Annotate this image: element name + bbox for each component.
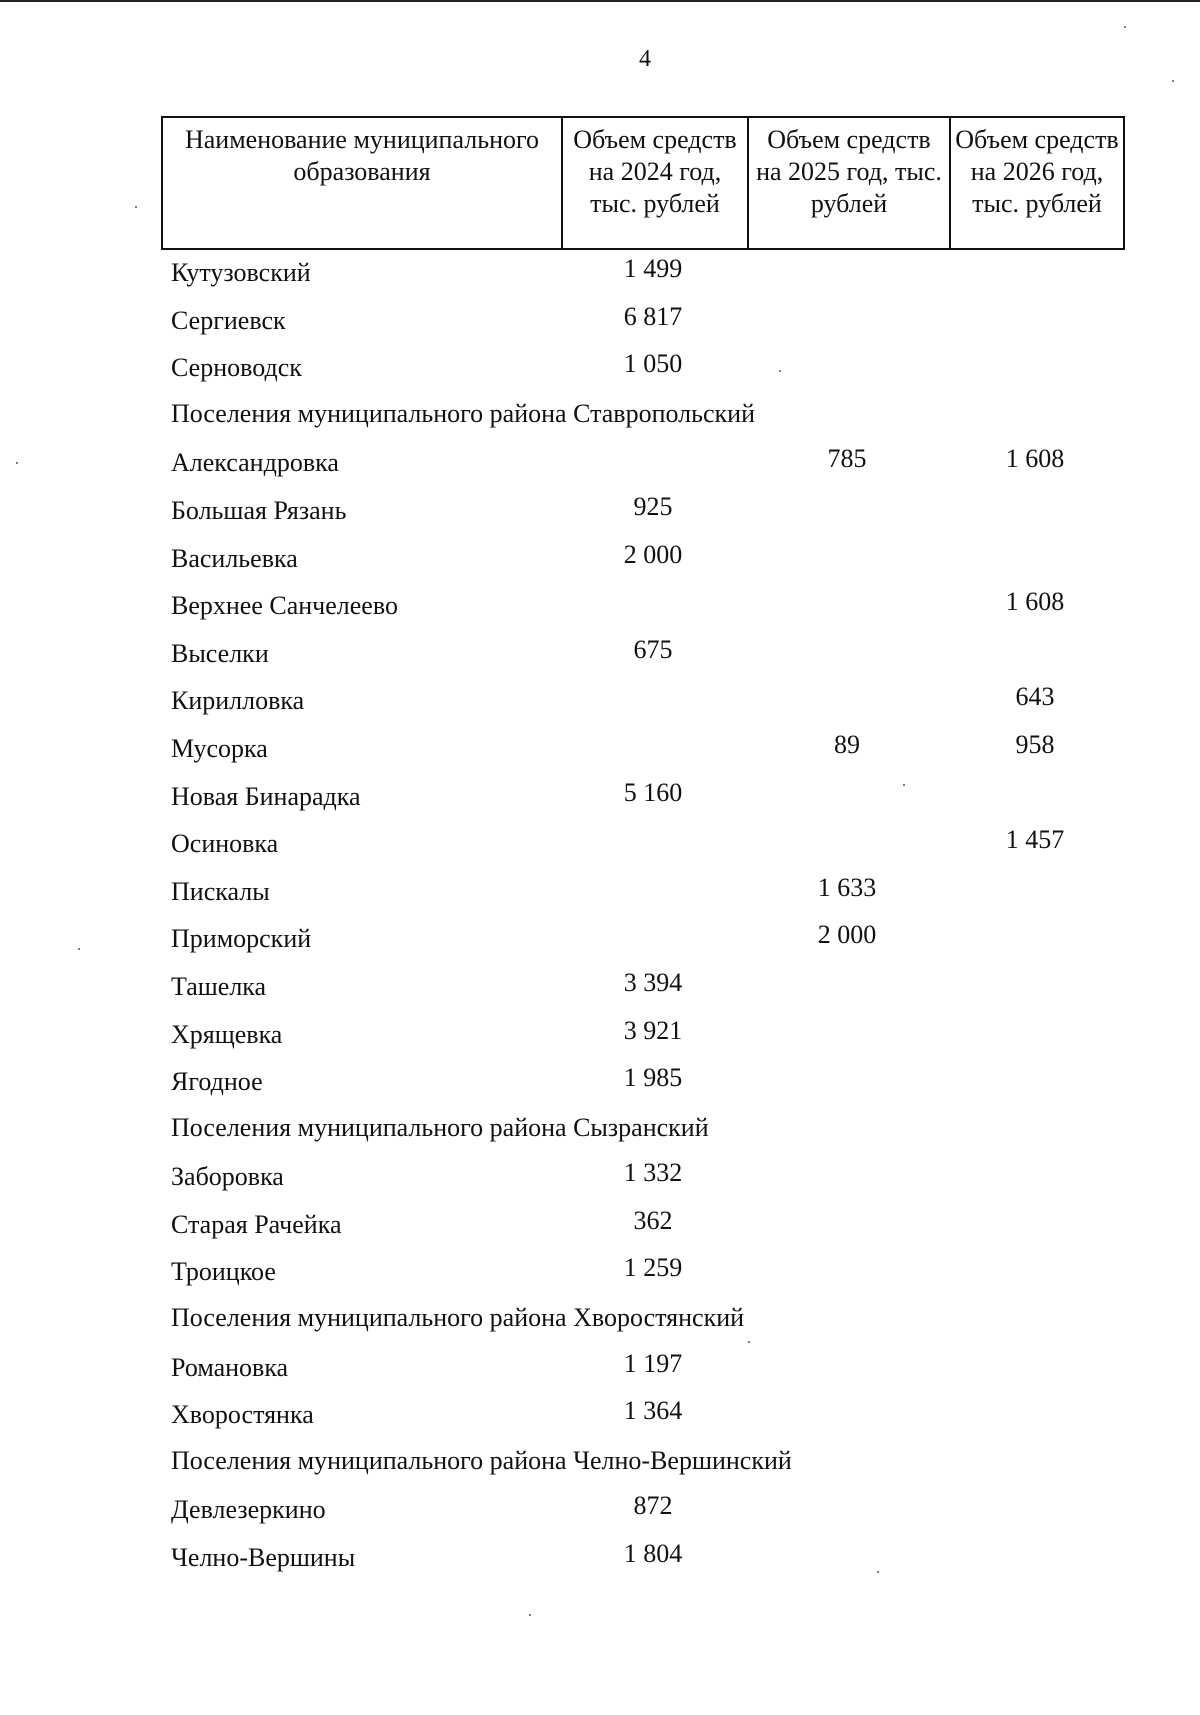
- municipality-name: Старая Рачейка: [171, 1209, 342, 1239]
- value-2024: 362: [633, 1205, 673, 1235]
- value-2026: 958: [1015, 729, 1055, 759]
- table-row: [0, 1535, 1200, 1583]
- municipality-name: Челно-Вершины: [171, 1543, 356, 1573]
- table-row: [0, 250, 1200, 298]
- top-border-line: [0, 0, 1200, 2]
- header-2024: Объем средств на 2024 год, тыс. рублей: [562, 117, 748, 249]
- scan-speck: [1172, 80, 1174, 82]
- section-title: Поселения муниципального района Сызранский: [171, 1112, 709, 1142]
- scan-speck: [903, 784, 905, 786]
- table-row: [0, 678, 1200, 726]
- value-2025: 1 633: [817, 872, 877, 902]
- municipality-name: Приморский: [171, 924, 312, 954]
- value-2024: 1 985: [623, 1063, 683, 1093]
- value-2026: 1 457: [1005, 825, 1065, 855]
- municipality-name: Хрящевка: [171, 1019, 283, 1049]
- value-2024: 5 160: [623, 777, 683, 807]
- section-title: Поселения муниципального района Хворостянский: [171, 1303, 745, 1333]
- municipality-name: Осиновка: [171, 829, 279, 859]
- table-row: [0, 1154, 1200, 1202]
- value-2024: 1 364: [623, 1396, 683, 1426]
- municipality-name: Троицкое: [171, 1257, 276, 1287]
- municipality-name: Большая Рязань: [171, 495, 347, 525]
- table-row: [0, 1059, 1200, 1107]
- section-row: [0, 1440, 1200, 1488]
- municipality-name: Сергиевск: [171, 305, 286, 335]
- table-row: [0, 536, 1200, 584]
- section-title: Поселения муниципального района Ставропольский: [171, 398, 755, 428]
- value-2024: 6 817: [623, 301, 683, 331]
- municipality-name: Заборовка: [171, 1162, 284, 1192]
- table-row: [0, 298, 1200, 346]
- table-row: [0, 345, 1200, 393]
- scan-speck: [779, 370, 781, 372]
- table-row: [0, 488, 1200, 536]
- table-row: [0, 1392, 1200, 1440]
- municipality-name: Хворостянка: [171, 1400, 314, 1430]
- municipality-name: Девлезеркино: [171, 1495, 326, 1525]
- table-row: [0, 1202, 1200, 1250]
- value-2024: 1 332: [623, 1158, 683, 1188]
- table-row: [0, 869, 1200, 917]
- table-row: [0, 440, 1200, 488]
- scan-speck: [877, 1571, 879, 1573]
- municipality-name: Александровка: [171, 448, 339, 478]
- value-2024: 1 259: [623, 1253, 683, 1283]
- municipality-name: Кутузовский: [171, 258, 311, 287]
- table-header: [161, 116, 1125, 250]
- value-2025: 2 000: [817, 920, 877, 950]
- scan-speck: [529, 1614, 531, 1616]
- table-row: [0, 774, 1200, 822]
- value-2024: 1 499: [623, 254, 683, 283]
- scan-speck: [1124, 26, 1126, 28]
- value-2024: 1 197: [623, 1348, 683, 1378]
- value-2024: 675: [633, 634, 673, 664]
- table-row: [0, 1249, 1200, 1297]
- table-row: [0, 1345, 1200, 1393]
- value-2024: 3 921: [623, 1015, 683, 1045]
- value-2026: 1 608: [1005, 444, 1065, 474]
- table-row: [0, 726, 1200, 774]
- header-2026: Объем средств на 2026 год, тыс. рублей: [950, 117, 1124, 249]
- value-2024: 1 050: [623, 349, 683, 379]
- page-number: 4: [639, 46, 651, 72]
- section-title: Поселения муниципального района Челно-Вершинский: [171, 1445, 792, 1475]
- municipality-name: Верхнее Санчелеево: [171, 591, 398, 621]
- scan-speck: [135, 206, 137, 208]
- value-2024: 1 804: [623, 1539, 683, 1569]
- table-row: [0, 821, 1200, 869]
- header-row: [162, 117, 1124, 249]
- municipality-name: Ягодное: [171, 1067, 263, 1097]
- section-row: [0, 393, 1200, 441]
- municipality-name: Серноводск: [171, 353, 302, 383]
- section-row: [0, 1297, 1200, 1345]
- scan-speck: [78, 948, 80, 950]
- table-row: [0, 583, 1200, 631]
- table-row: [0, 1487, 1200, 1535]
- municipality-name: Новая Бинарадка: [171, 781, 361, 811]
- municipality-name: Ташелка: [171, 971, 267, 1001]
- value-2024: 3 394: [623, 967, 683, 997]
- scan-speck: [16, 462, 18, 464]
- municipality-name: Васильевка: [171, 543, 298, 573]
- municipality-name: Романовка: [171, 1352, 289, 1382]
- table-body: [0, 250, 1200, 1583]
- table-row: [0, 916, 1200, 964]
- value-2024: 925: [633, 491, 673, 521]
- table-row: [0, 631, 1200, 679]
- municipality-name: Мусорка: [171, 733, 268, 763]
- table-row: [0, 1012, 1200, 1060]
- municipality-name: Кирилловка: [171, 686, 305, 716]
- municipality-name: Выселки: [171, 638, 269, 668]
- value-2024: 872: [633, 1491, 673, 1521]
- value-2026: 1 608: [1005, 587, 1065, 617]
- value-2024: 2 000: [623, 539, 683, 569]
- header-2025: Объем средств на 2025 год, тыс. рублей: [748, 117, 950, 249]
- municipality-name: Пискалы: [171, 876, 270, 906]
- value-2025: 89: [834, 729, 860, 759]
- value-2026: 643: [1015, 682, 1055, 712]
- scan-speck: [748, 1341, 750, 1343]
- table-row: [0, 964, 1200, 1012]
- header-name: Наименование муниципального образования: [162, 117, 562, 249]
- section-row: [0, 1107, 1200, 1155]
- value-2025: 785: [827, 444, 867, 474]
